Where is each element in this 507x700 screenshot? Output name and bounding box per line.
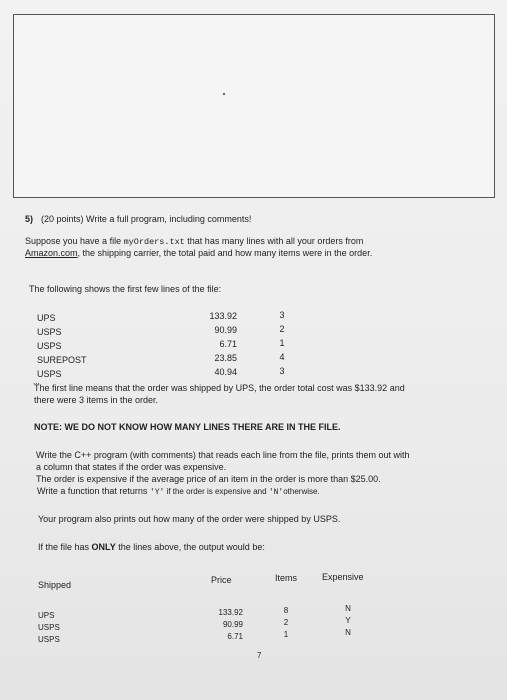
answer-box <box>13 14 495 198</box>
file-carrier: USPS <box>37 341 62 351</box>
output-price: 90.99 <box>222 620 243 629</box>
usps-line: Your program also prints out how many of the order were shipped by USPS. <box>38 514 341 524</box>
file-total: 23.85 <box>214 353 237 363</box>
task-line-3: The order is expensive if the average price of an item in the order is more than $25.00. <box>36 474 381 484</box>
output-expensive: N <box>345 628 351 637</box>
output-items: 2 <box>283 618 289 627</box>
file-total: 90.99 <box>214 325 237 335</box>
note: NOTE: WE DO NOT KNOW HOW MANY LINES THERE ARE IN THE FILE. <box>34 422 341 432</box>
header-expensive: Expensive <box>322 572 364 582</box>
amazon-link[interactable]: Amazon.com <box>25 248 78 258</box>
task-line-2: a column that states if the order was expensive. <box>36 462 227 472</box>
mark-dot <box>223 93 225 95</box>
file-items: 2 <box>279 324 285 334</box>
file-total: 40.94 <box>214 367 237 377</box>
file-carrier: UPS <box>37 313 56 323</box>
question-number: 5) <box>25 214 34 224</box>
output-expensive: N <box>345 604 351 613</box>
output-items: 8 <box>283 606 289 615</box>
output-expensive: Y <box>345 616 351 625</box>
file-total: 133.92 <box>209 311 237 321</box>
file-items: 4 <box>279 352 285 362</box>
intro-line-1: Suppose you have a file myOrders.txt that has many lines with all your orders from <box>25 236 364 247</box>
question-points: (20 points) Write a full program, including comments! <box>41 214 252 224</box>
filename: myOrders.txt <box>123 237 185 247</box>
header-items: Items <box>275 573 298 583</box>
output-price: 6.71 <box>227 632 243 641</box>
output-carrier: USPS <box>38 623 60 632</box>
output-intro: If the file has ONLY the lines above, the output would be: <box>38 542 265 552</box>
task-line-4: Write a function that returns 'Y' if the order is expensive and 'N'otherwise. <box>37 486 320 497</box>
explain-line-2: there were 3 items in the order. <box>34 395 159 405</box>
ellipsis: ... <box>33 377 40 386</box>
header-price: Price <box>211 575 232 585</box>
file-items: 1 <box>279 338 285 348</box>
task-line-1: Write the C++ program (with comments) that reads each line from the file, prints them out with <box>36 450 410 460</box>
file-items: 3 <box>279 310 285 320</box>
output-carrier: UPS <box>38 611 55 620</box>
file-items: 3 <box>279 366 285 376</box>
output-price: 133.92 <box>218 608 243 617</box>
output-carrier: USPS <box>38 635 60 644</box>
first-lines-label: The following shows the first few lines of the file: <box>29 284 222 294</box>
intro-line-2: Amazon.com, the shipping carrier, the total paid and how many items were in the order. <box>25 248 373 258</box>
explain-line-1: The first line means that the order was shipped by UPS, the order total cost was $133.92 and <box>34 383 405 393</box>
header-shipped: Shipped <box>38 580 72 590</box>
file-carrier: SUREPOST <box>37 355 87 365</box>
output-items: 1 <box>283 630 289 639</box>
page-number: 7 <box>257 651 262 660</box>
file-carrier: USPS <box>37 327 62 337</box>
file-carrier: USPS <box>37 369 62 379</box>
file-total: 6.71 <box>219 339 237 349</box>
